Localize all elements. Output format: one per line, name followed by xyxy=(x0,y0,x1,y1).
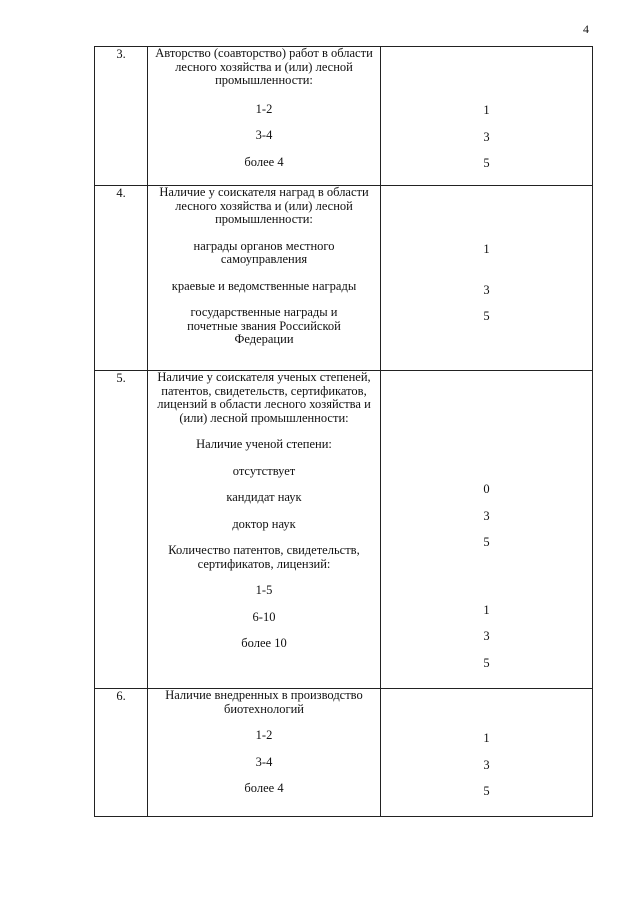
option-points: 5 xyxy=(483,655,490,670)
option-label: 6-10 xyxy=(252,609,276,624)
option-label: 1-2 xyxy=(255,101,273,116)
option-points: 3 xyxy=(483,508,490,523)
table-row xyxy=(95,371,593,689)
option-points: 3 xyxy=(483,282,490,297)
row-number: 4. xyxy=(95,186,148,371)
criterion-title: Наличие внедренных в производство биотехнологий xyxy=(165,688,363,716)
option-label: 1-5 xyxy=(255,583,273,597)
subheading: Количество патентов, свидетельств, сертификатов, лицензий: xyxy=(168,543,360,571)
table-row xyxy=(95,689,593,817)
option-points: 1 xyxy=(483,103,490,117)
option-points: 0 xyxy=(483,482,490,496)
criterion-cell xyxy=(148,689,381,817)
option-points: 3 xyxy=(483,757,490,772)
page-number: 4 xyxy=(583,22,589,36)
option-points: 5 xyxy=(483,309,490,323)
option-points: 1 xyxy=(483,731,490,745)
points-cell xyxy=(381,186,593,371)
criterion-cell xyxy=(148,186,381,371)
option-label: государственные награды и почетные звания Российской Федерации xyxy=(187,305,341,346)
criterion-cell xyxy=(148,47,381,186)
option-points: 5 xyxy=(483,784,490,798)
option-label: награды органов местного самоуправления xyxy=(193,238,335,266)
option-label: более 10 xyxy=(241,636,287,650)
table-row xyxy=(95,47,593,186)
row-number: 3. xyxy=(95,47,148,186)
option-label: более 4 xyxy=(244,154,284,169)
row-number: 6. xyxy=(95,689,148,817)
option-points: 5 xyxy=(483,535,490,549)
points-cell xyxy=(381,371,593,689)
option-label: отсутствует xyxy=(232,463,296,478)
row-number: 5. xyxy=(95,371,148,689)
subheading: Наличие ученой степени: xyxy=(196,437,332,451)
criterion-title: Наличие у соискателя наград в области лесного хозяйства и (или) лесной промышленности: xyxy=(159,185,369,226)
option-points: 1 xyxy=(483,602,490,617)
option-label: 1-2 xyxy=(255,728,273,742)
option-label: краевые и ведомственные награды xyxy=(171,278,357,293)
option-label: кандидат наук xyxy=(226,490,302,504)
option-points: 3 xyxy=(483,629,490,643)
option-label: 3-4 xyxy=(255,754,273,769)
points-cell xyxy=(381,689,593,817)
criteria-table xyxy=(94,46,593,817)
criterion-title: Наличие у соискателя ученых степеней, патентов, свидетельств, сертификатов, лицензий в области лесного хозяйства и (или) лесной промышленности: xyxy=(157,370,371,425)
option-points: 1 xyxy=(483,242,490,256)
option-points: 5 xyxy=(483,156,490,170)
criterion-title: Авторство (соавторство) работ в области лесного хозяйства и (или) лесной промышленности: xyxy=(155,46,373,87)
table-row xyxy=(95,186,593,371)
points-cell xyxy=(381,47,593,186)
criterion-cell xyxy=(148,371,381,689)
option-label: 3-4 xyxy=(255,128,273,142)
option-label: более 4 xyxy=(244,781,284,795)
option-label: доктор наук xyxy=(232,516,296,531)
option-points: 3 xyxy=(483,129,490,144)
